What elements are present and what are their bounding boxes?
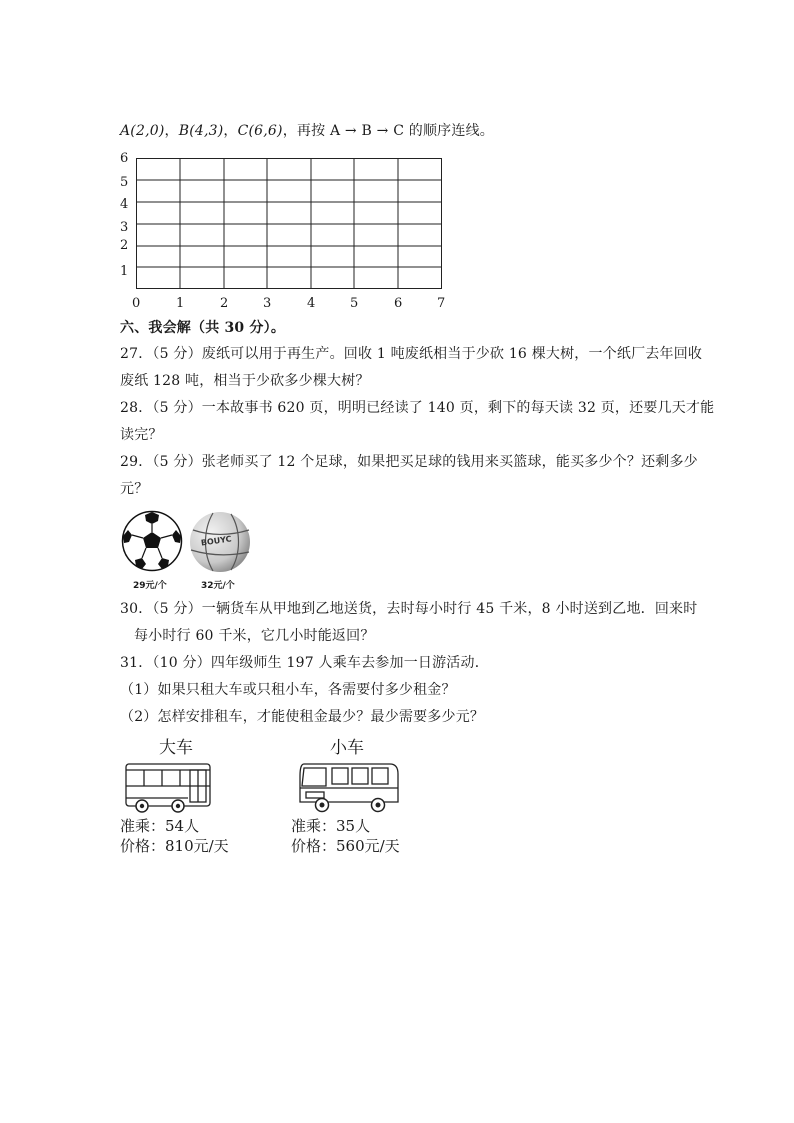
separator: ， [164, 123, 179, 139]
point-b: B(4,3) [178, 123, 224, 139]
basketball-brand-text: BOUYC [200, 534, 233, 548]
big-bus-price: 价格：810元/天 [120, 837, 229, 855]
question-28-line-2: 读完？ [120, 427, 163, 443]
big-bus-title: 大车 [159, 738, 193, 758]
point-c: C(6,6) [237, 123, 283, 139]
y-tick-label: 3 [120, 220, 129, 235]
x-tick-label: 6 [394, 296, 403, 311]
basketball-price: 32元/个 [201, 581, 235, 591]
question-27-line-2: 废纸 128 吨，相当于少砍多少棵大树？ [120, 373, 370, 389]
coordinate-grid [112, 148, 457, 313]
x-tick-label: 3 [263, 296, 272, 311]
x-tick-label: 1 [176, 296, 185, 311]
x-tick-label: 5 [350, 296, 359, 311]
question-30-line-1: 30．（5 分）一辆货车从甲地到乙地送货，去时每小时行 45 千米，8 小时送到乙地．回来时 [120, 601, 698, 617]
question-29-line-2: 元？ [120, 481, 149, 497]
small-bus-capacity: 准乘：35人 [291, 817, 371, 835]
big-bus-capacity: 准乘：54人 [120, 817, 200, 835]
x-tick-label: 0 [132, 296, 141, 311]
question-31-line-1: 31．（10 分）四年级师生 197 人乘车去参加一日游活动． [120, 655, 489, 671]
x-tick-label: 7 [437, 296, 446, 311]
coordinate-prompt [120, 121, 494, 141]
question-31-sub-1: （1）如果只租大车或只租小车，各需要付多少租金？ [120, 682, 456, 698]
question-30-line-2: 每小时行 60 千米，它几小时能返回？ [134, 628, 375, 644]
grid-lines [137, 159, 442, 289]
separator: ， [223, 123, 238, 139]
y-tick-label: 6 [120, 151, 129, 166]
big-bus-icon [122, 758, 214, 814]
small-bus-price: 价格：560元/天 [291, 837, 400, 855]
y-tick-label: 1 [120, 264, 129, 279]
x-tick-label: 2 [220, 296, 229, 311]
section-title: 六、我会解（共 30 分）。 [120, 320, 286, 336]
point-a: A(2,0) [120, 123, 165, 139]
soccer-ball-price: 29元/个 [133, 581, 167, 591]
question-31-sub-2: （2）怎样安排租车，才能使租金最少？最少需要多少元？ [120, 709, 485, 725]
small-bus-title: 小车 [330, 738, 364, 758]
small-bus-icon [294, 758, 402, 816]
basketball-icon [187, 510, 253, 574]
question-28-line-1: 28．（5 分）一本故事书 620 页，明明已经读了 140 页，剩下的每天读 32 页，还要几天才能 [120, 400, 715, 416]
prompt-instruction: ，再按 A → B → C 的顺序连线。 [282, 123, 494, 139]
question-27-line-1: 27．（5 分）废纸可以用于再生产。回收 1 吨废纸相当于少砍 16 棵大树，一个纸厂去年回收 [120, 346, 703, 362]
y-tick-label: 4 [120, 197, 129, 212]
soccer-ball-icon [121, 510, 183, 572]
x-tick-label: 4 [307, 296, 316, 311]
y-tick-label: 5 [120, 175, 129, 190]
y-tick-label: 2 [120, 238, 129, 253]
question-29-line-1: 29．（5 分）张老师买了 12 个足球，如果把买足球的钱用来买篮球，能买多少个？还剩多少 [120, 454, 698, 470]
